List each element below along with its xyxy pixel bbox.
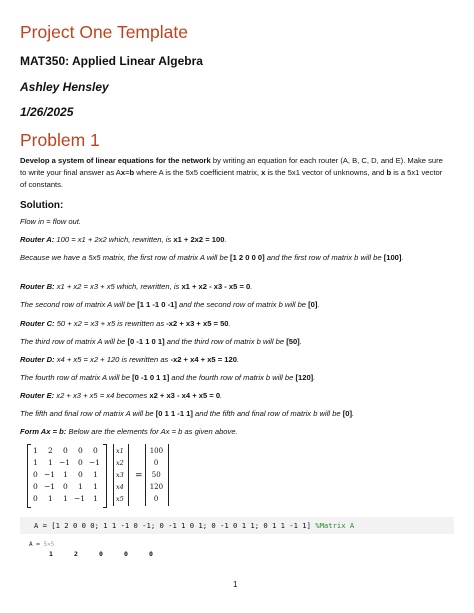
router-d-equation: Router D: x4 + x5 = x2 + 120 is rewritten as -x2 + x4 + x5 = 120. [20,355,240,364]
output-value: 0 [124,550,128,558]
document-title: Project One Template [20,22,188,42]
output-value: 0 [99,550,103,558]
vector-b-entry: 0 [153,459,159,467]
code-text: A = [1 2 0 0 0; 1 1 -1 0 -1; 0 -1 1 0 1; 0 -1 0 1 1; 0 1 1 -1 1] [34,521,316,530]
matrix-cell: 1 [93,470,98,479]
matrix-cell: −1 [59,458,71,467]
matrix-cell: −1 [74,494,86,503]
matrix-cell: 2 [48,446,53,455]
matrix-cell: 1 [48,494,53,503]
matrix-cell: 1 [93,482,98,491]
matrix-cell: 1 [63,470,68,479]
page-number: 1 [233,580,238,589]
solution-heading: Solution: [20,200,64,211]
author-name: Ashley Hensley [20,80,109,94]
course-name: MAT350: Applied Linear Algebra [20,54,203,68]
router-b-description: The second row of matrix A will be [1 1 -1 0 -1] and the second row of matrix b will be [0]. [20,300,320,309]
router-a-description: Because we have a 5x5 matrix, the first row of matrix A will be [1 2 0 0 0] and the first row of matrix b will be [100]. [20,253,404,262]
vector-b-entry: 0 [153,495,159,503]
router-e-equation: Router E: x2 + x3 + x5 = x4 becomes x2 + x3 - x4 + x5 = 0. [20,391,223,400]
matrix-cell: 0 [63,482,68,491]
matrix-cell: 0 [78,470,83,479]
problem-intro: Develop a system of linear equations for the network by writing an equation for each router (A, B, C, D, and E). Make sure to write your final answer as Ax=b where A is the 5x5 coefficient matrix, x is the 5x1 vector of unknowns, and b is a 5x1 vector of constants. [20,156,443,190]
matrix-a-right-bracket [103,444,107,508]
vector-b-entry: 50 [151,471,161,479]
flow-statement: Flow in = flow out. [20,217,81,226]
form-statement: Form Ax = b: Below are the elements for Ax = b as given above. [20,427,238,436]
matrix-cell: −1 [89,458,101,467]
document-date: 1/26/2025 [20,105,74,119]
matrix-a-left-bracket [27,444,31,508]
matrix-cell: −1 [44,470,56,479]
matrix-cell: 1 [33,446,38,455]
matrix-cell: 1 [33,458,38,467]
matrix-cell: 1 [93,494,98,503]
output-value: 1 [49,550,53,558]
vector-b-entry: 100 [149,447,164,455]
router-d-description: The fourth row of matrix A will be [0 -1 0 1 1] and the fourth row of matrix b will be [120]. [20,373,316,382]
matrix-cell: −1 [44,482,56,491]
matrix-cell: 0 [78,446,83,455]
router-e-description: The fifth and final row of matrix A will be [0 1 1 -1 1] and the fifth and final row of matrix b will be [0]. [20,409,355,418]
matrix-cell: 0 [93,446,98,455]
matrix-cell: 0 [63,446,68,455]
router-a-equation: Router A: 100 = x1 + 2x2 which, rewritten, is x1 + 2x2 = 100. [20,235,227,244]
router-c-equation: Router C: 50 + x2 = x3 + x5 is rewritten as -x2 + x3 + x5 = 50. [20,319,231,328]
problem-heading: Problem 1 [20,130,100,150]
vector-x-entry: x2 [116,459,124,467]
matrix-cell: 1 [78,482,83,491]
code-cell[interactable] [20,517,454,534]
matrix-cell: 1 [48,458,53,467]
vector-x-entry: x5 [116,495,124,503]
vector-x-entry: x3 [116,471,124,479]
vector-x-entry: x1 [116,447,124,455]
equals-sign: = [135,471,143,481]
matrix-cell: 1 [63,494,68,503]
output-size: 5×5 [43,541,55,548]
code-comment: %Matrix A [315,521,355,530]
matrix-cell: 0 [33,494,38,503]
matrix-cell: 0 [33,470,38,479]
output-label: A = 5×5 [29,541,55,548]
matrix-cell: 0 [33,482,38,491]
router-b-equation: Router B: x1 + x2 = x3 + x5 which, rewritten, is x1 + x2 - x3 - x5 = 0. [20,282,253,291]
output-value: 2 [74,550,78,558]
output-value: 0 [149,550,153,558]
vector-b-entry: 120 [149,483,164,491]
router-c-description: The third row of matrix A will be [0 -1 1 0 1] and the third row of matrix b will be [50]. [20,337,302,346]
matrix-cell: 0 [78,458,83,467]
vector-x-entry: x4 [116,483,124,491]
